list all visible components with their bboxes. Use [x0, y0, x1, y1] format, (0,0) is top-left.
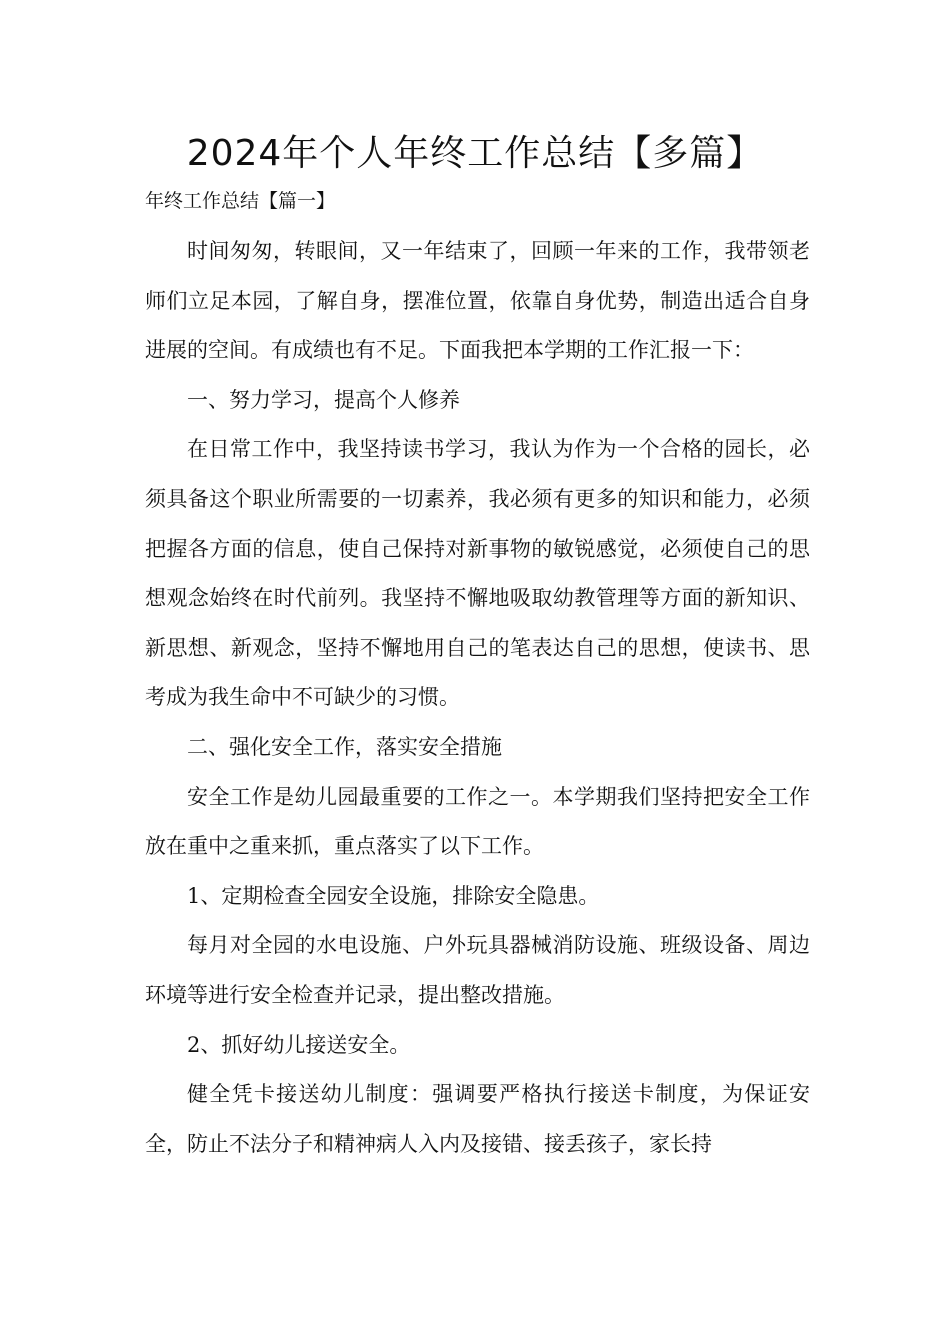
heading-safety: 二、强化安全工作，落实安全措施	[187, 734, 502, 759]
heading-study: 一、努力学习，提高个人修养	[187, 387, 460, 412]
paragraph-pickup: 健全凭卡接送幼儿制度：强调要严格执行接送卡制度，为保证安全，防止不法分子和精神病人入内及接错、接丢孩子，家长持	[145, 1082, 810, 1156]
subheading-pickup: 2、抓好幼儿接送安全。	[187, 1032, 411, 1057]
paragraph-safety: 安全工作是幼儿园最重要的工作之一。本学期我们坚持把安全工作放在重中之重来抓，重点落实了以下工作。	[145, 784, 810, 859]
section-heading: 年终工作总结【篇一】	[145, 190, 336, 212]
paragraph-inspection: 每月对全园的水电设施、户外玩具器械消防设施、班级设备、周边环境等进行安全检查并记录，提出整改措施。	[145, 933, 810, 1007]
document-body	[145, 227, 810, 1169]
paragraph-intro: 时间匆匆，转眼间，又一年结束了，回顾一年来的工作，我带领老师们立足本园，了解自身，摆准位置，依靠自身优势，制造出适合自身进展的空间。有成绩也有不足。下面我把本学期的工作汇报一下：	[145, 239, 810, 363]
subheading-inspection: 1、定期检查全园安全设施，排除安全隐患。	[187, 883, 600, 908]
document-title: 2024年个人年终工作总结【多篇】	[186, 133, 764, 174]
paragraph-study: 在日常工作中，我坚持读书学习，我认为作为一个合格的园长，必须具备这个职业所需要的一切素养，我必须有更多的知识和能力，必须把握各方面的信息，使自己保持对新事物的敏锐感觉，必须使自己的思想观念始终在时代前列。我坚持不懈地吸取幼教管理等方面的新知识、新思想、新观念，坚持不懈地用自己的笔表达自己的思想，使读书、思考成为我生命中不可缺少的习惯。	[145, 437, 810, 710]
